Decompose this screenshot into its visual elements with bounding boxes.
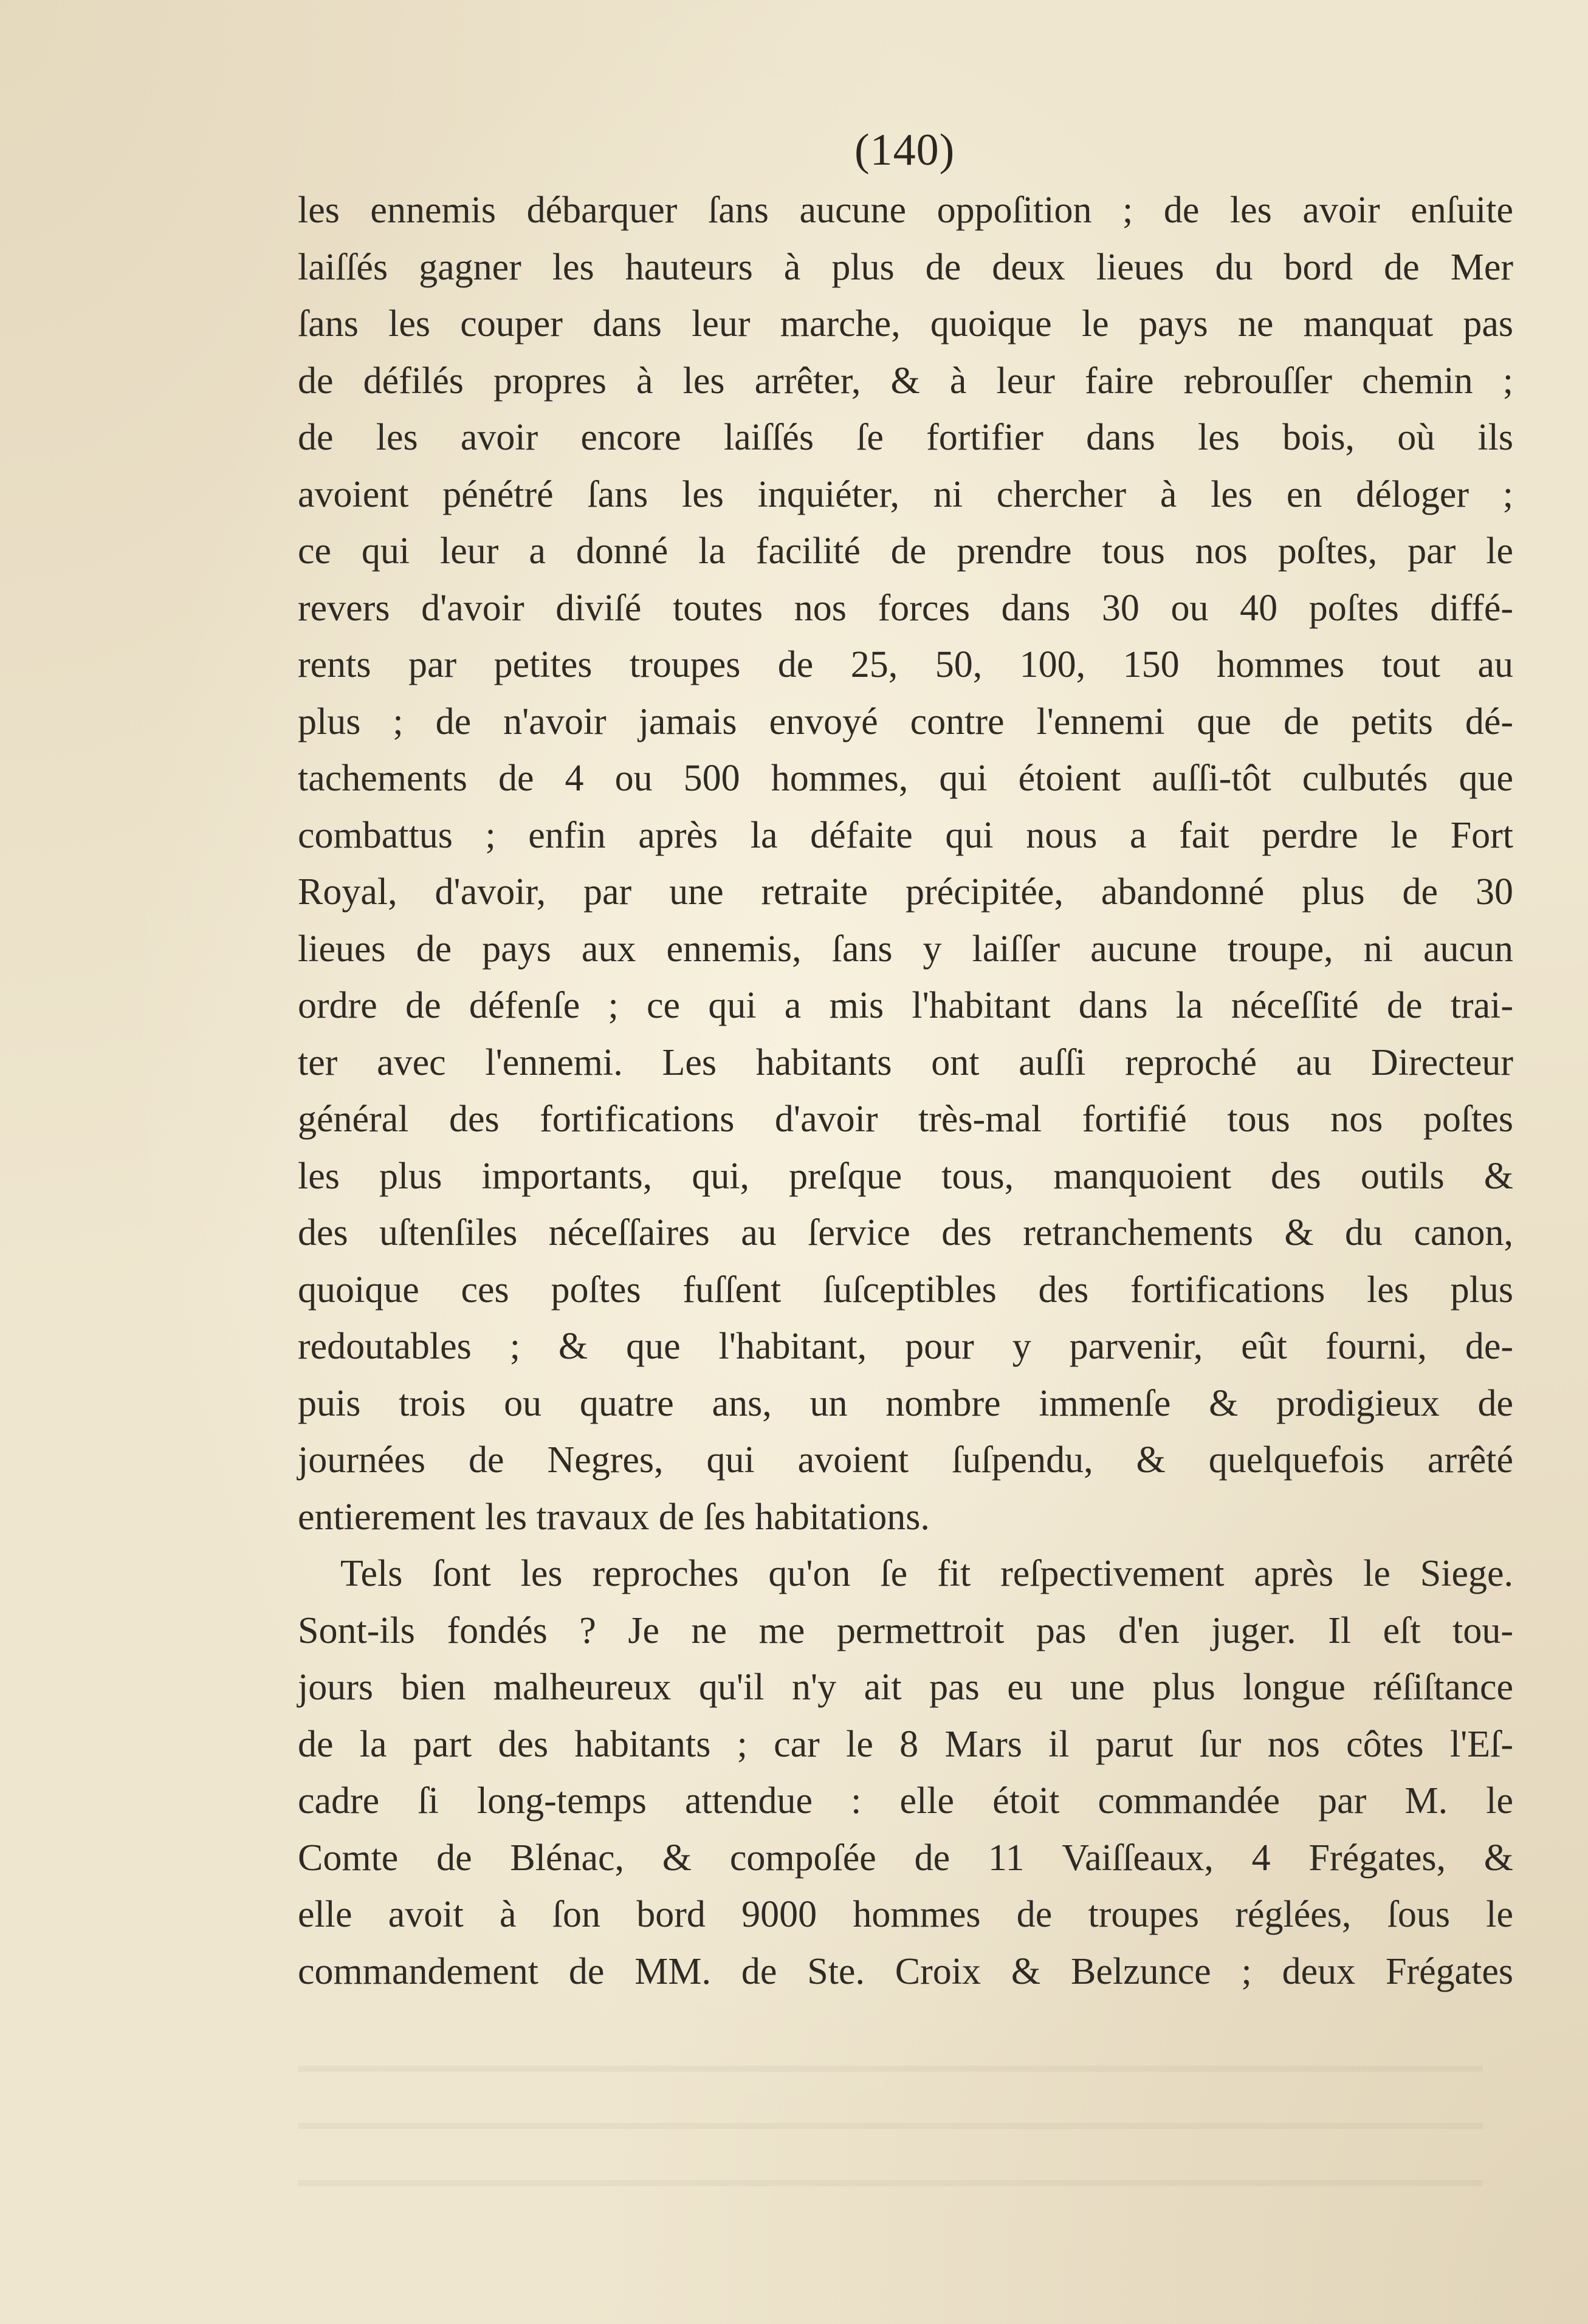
text-line: commandement de MM. de Ste. Croix & Belzunce ; deux Frégates bbox=[298, 1950, 1513, 1992]
text-line: Tels ſont les reproches qu'on ſe fit reſpectivement après le Siege. bbox=[340, 1553, 1513, 1594]
text-line: de la part des habitants ; car le 8 Mars il parut ſur nos côtes l'Eſ- bbox=[298, 1723, 1513, 1765]
text-line: tachements de 4 ou 500 hommes, qui étoient auſſi-tôt culbutés que bbox=[298, 758, 1513, 799]
show-through-shadow bbox=[298, 2066, 1483, 2212]
text-line: Royal, d'avoir, par une retraite précipitée, abandonné plus de 30 bbox=[298, 871, 1513, 913]
text-line: elle avoit à ſon bord 9000 hommes de troupes réglées, ſous le bbox=[298, 1894, 1513, 1935]
text-line: puis trois ou quatre ans, un nombre immenſe & prodigieux de bbox=[298, 1382, 1513, 1424]
text-line: laiſſés gagner les hauteurs à plus de deux lieues du bord de Mer bbox=[298, 246, 1513, 288]
text-line: ter avec l'ennemi. Les habitants ont auſſi reproché au Directeur bbox=[298, 1041, 1513, 1083]
text-line: Comte de Blénac, & compoſée de 11 Vaiſſeaux, 4 Frégates, & bbox=[298, 1837, 1513, 1879]
text-line: ce qui leur a donné la facilité de prendre tous nos poſtes, par le bbox=[298, 530, 1513, 572]
text-line: de les avoir encore laiſſés ſe fortifier dans les bois, où ils bbox=[298, 417, 1513, 458]
text-line: redoutables ; & que l'habitant, pour y parvenir, eût fourni, de- bbox=[298, 1326, 1513, 1367]
text-line: jours bien malheureux qu'il n'y ait pas eu une plus longue réſiſtance bbox=[298, 1667, 1513, 1708]
text-line: des uſtenſiles néceſſaires au ſervice des retranchements & du canon, bbox=[298, 1212, 1513, 1253]
text-line: Sont-ils fondés ? Je ne me permettroit pas d'en juger. Il eſt tou- bbox=[298, 1609, 1513, 1651]
text-line: combattus ; enfin après la défaite qui nous a fait perdre le Fort bbox=[298, 814, 1513, 856]
text-line: plus ; de n'avoir jamais envoyé contre l'ennemi que de petits dé- bbox=[298, 701, 1513, 742]
text-line: journées de Negres, qui avoient ſuſpendu, & quelquefois arrêté bbox=[298, 1439, 1513, 1481]
text-line: ordre de défenſe ; ce qui a mis l'habitant dans la néceſſité de trai- bbox=[298, 985, 1513, 1026]
page-number: (140) bbox=[854, 125, 955, 175]
text-line: entierement les travaux de ſes habitations. bbox=[298, 1496, 930, 1538]
text-line: lieues de pays aux ennemis, ſans y laiſſer aucune troupe, ni aucun bbox=[298, 928, 1513, 970]
text-line: les ennemis débarquer ſans aucune oppoſition ; de les avoir enſuite bbox=[298, 190, 1513, 231]
text-line: rents par petites troupes de 25, 50, 100, 150 hommes tout au bbox=[298, 644, 1513, 685]
text-line: de défilés propres à les arrêter, & à leur faire rebrouſſer chemin ; bbox=[298, 360, 1513, 402]
body-text bbox=[298, 182, 1513, 2000]
text-line: ſans les couper dans leur marche, quoique le pays ne manquat pas bbox=[298, 303, 1513, 344]
text-line: les plus importants, qui, preſque tous, manquoient des outils & bbox=[298, 1155, 1513, 1197]
text-line: général des fortifications d'avoir très-mal fortifié tous nos poſtes bbox=[298, 1099, 1513, 1140]
text-line: cadre ſi long-temps attendue : elle étoit commandée par M. le bbox=[298, 1780, 1513, 1822]
text-line: revers d'avoir diviſé toutes nos forces dans 30 ou 40 poſtes diffé- bbox=[298, 587, 1513, 629]
text-line: avoient pénétré ſans les inquiéter, ni chercher à les en déloger ; bbox=[298, 473, 1513, 515]
text-line: quoique ces poſtes fuſſent ſuſceptibles des fortifications les plus bbox=[298, 1269, 1513, 1311]
